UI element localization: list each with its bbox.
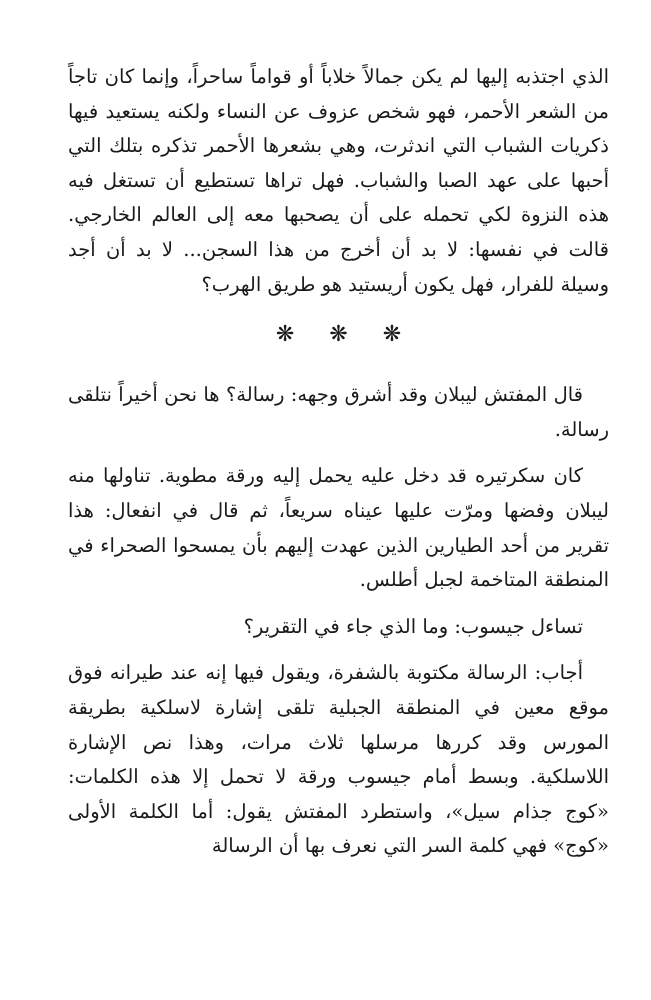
paragraph-2: قال المفتش ليبلان وقد أشرق وجهه: رسالة؟ ها نحن أخيراً نتلقى رسالة.	[68, 383, 609, 441]
paragraph-3: كان سكرتيره قد دخل عليه يحمل إليه ورقة مطوية. تناولها منه ليبلان وفضها ومرّت عليها عيناه سريعاً، ثم قال في انفعال: هذا تقرير من أحد الطيارين الذين عهدت إليهم بأن يمسحوا الصحراء في المنطقة المتاخمة لجبل أطلس.	[68, 464, 609, 592]
paragraph-1: الذي اجتذبه إليها لم يكن جمالاً خلاباً أو قواماً ساحراً، وإنما كان تاجاً من الشعر الأحمر، فهو شخص عزوف عن النساء ولكنه يستعيد فيها ذكريات الشباب التي اندثرت، وهي بشعرها الأحمر تذكره بتلك التي أحبها على عهد الصبا والشباب. فهل تراها تستطيع أن تستغل فيه هذه النزوة لكي تحمله على أن يصحبها معه إلى العالم الخارجي. قالت في نفسها: لا بد أن أخرج من هذا السجن... لا بد أن أجد وسيلة للفرار، فهل يكون أريستيد هو طريق الهرب؟	[68, 65, 609, 296]
section-separator: ❋ ❋ ❋	[275, 322, 416, 348]
paragraph-5: أجاب: الرسالة مكتوبة بالشفرة، ويقول فيها إنه عند طيرانه فوق موقع معين في المنطقة الجبلية تلقى إشارة لاسلكية بطريقة المورس وقد كررها مرسلها ثلاث مرات، وهذا نص الإشارة اللاسلكية. وبسط أمام جيسوب ورقة لا تحمل إلا هذه الكلمات: «كوج جذام سيل»، واستطرد المفتش يقول: أما الكلمة الأولى «كوج» فهي كلمة السر التي نعرف بها أن الرسالة	[68, 661, 609, 858]
paragraph-4: تساءل جيسوب: وما الذي جاء في التقرير؟	[243, 614, 583, 638]
book-page	[68, 60, 609, 1000]
